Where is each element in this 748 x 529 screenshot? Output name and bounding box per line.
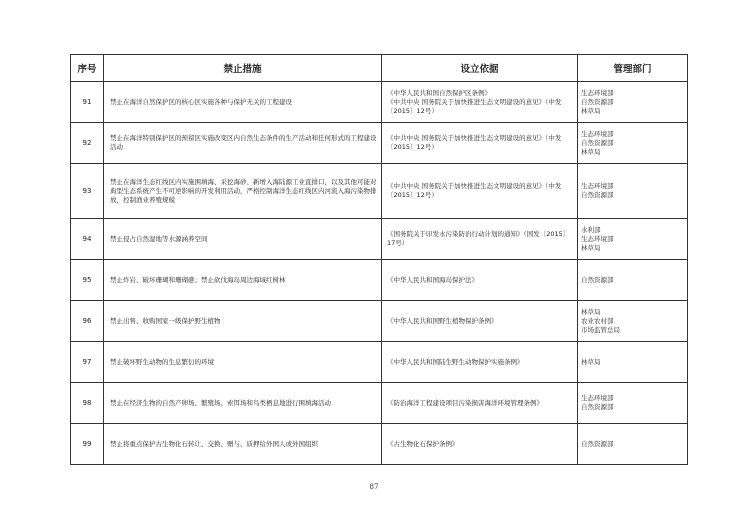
table-header-row bbox=[71, 55, 688, 82]
header-no: 序号 bbox=[71, 55, 104, 82]
managing-department: 林草局 bbox=[578, 342, 688, 383]
row-number: 98 bbox=[71, 383, 104, 424]
row-number: 91 bbox=[71, 82, 104, 123]
page-number: 87 bbox=[369, 483, 379, 491]
legal-basis: 《中华人民共和国陆生野生动物保护实施条例》 bbox=[382, 342, 578, 383]
row-number: 96 bbox=[71, 301, 104, 342]
table-row bbox=[71, 82, 688, 123]
row-number: 94 bbox=[71, 219, 104, 260]
table-row bbox=[71, 301, 688, 342]
header-dept: 管理部门 bbox=[578, 55, 688, 82]
managing-department: 水利部 生态环境部 林草局 bbox=[578, 219, 688, 260]
table-row bbox=[71, 123, 688, 164]
table-row bbox=[71, 164, 688, 219]
row-number: 93 bbox=[71, 164, 104, 219]
legal-basis: 《中华人民共和国海岛保护法》 bbox=[382, 260, 578, 301]
legal-basis: 《中共中央 国务院关于加快推进生态文明建设的意见》（中发〔2015〕12号） bbox=[382, 123, 578, 164]
row-number: 92 bbox=[71, 123, 104, 164]
managing-department: 生态环境部 自然资源部 bbox=[578, 164, 688, 219]
managing-department: 自然资源部 bbox=[578, 424, 688, 465]
table-row bbox=[71, 424, 688, 465]
managing-department: 林草局 农业农村部 市场监管总局 bbox=[578, 301, 688, 342]
legal-basis: 《中共中央 国务院关于加快推进生态文明建设的意见》（中发〔2015〕12号） bbox=[382, 164, 578, 219]
table-row bbox=[71, 342, 688, 383]
prohibition-measure: 禁止在海洋生态红线区内实施围填海、采挖海砂、新增入海陆源工业直排口，以及其他可能对典型生态系统产生不可逆影响的开发利用活动，严格控制海洋生态红线区内河流入海污染物排放，控制渔业养殖规模 bbox=[104, 164, 382, 219]
prohibition-measure: 禁止炸岩、破坏珊瑚和珊瑚礁；禁止砍伐海岛周边海域红树林 bbox=[104, 260, 382, 301]
prohibition-measure: 禁止将重点保护古生物化石转让、交换、赠与、质押给外国人或外国组织 bbox=[104, 424, 382, 465]
managing-department: 生态环境部 自然资源部 林草局 bbox=[578, 123, 688, 164]
legal-basis: 《古生物化石保护条例》 bbox=[382, 424, 578, 465]
legal-basis: 《中华人民共和国自然保护区条例》 《中共中央 国务院关于加快推进生态文明建设的意见》（中发〔2015〕12号） bbox=[382, 82, 578, 123]
prohibition-measure: 禁止破坏野生动物的生息繁衍的环境 bbox=[104, 342, 382, 383]
table-row bbox=[71, 219, 688, 260]
managing-department: 自然资源部 bbox=[578, 260, 688, 301]
legal-basis: 《国务院关于印发水污染防治行动计划的通知》（国发〔2015〕17号） bbox=[382, 219, 578, 260]
row-number: 97 bbox=[71, 342, 104, 383]
managing-department: 生态环境部 自然资源部 bbox=[578, 383, 688, 424]
prohibition-measure: 禁止在海洋特别保护区的预留区实施改变区内自然生态条件的生产活动和任何形式的工程建设活动 bbox=[104, 123, 382, 164]
managing-department: 生态环境部 自然资源部 林草局 bbox=[578, 82, 688, 123]
regulation-table bbox=[70, 54, 688, 465]
table-row bbox=[71, 383, 688, 424]
legal-basis: 《防治海洋工程建设项目污染损害海洋环境管理条例》 bbox=[382, 383, 578, 424]
table-row bbox=[71, 260, 688, 301]
prohibition-measure: 禁止侵占自然湿地等水源涵养空间 bbox=[104, 219, 382, 260]
prohibition-measure: 禁止出售、收购国家一级保护野生植物 bbox=[104, 301, 382, 342]
row-number: 95 bbox=[71, 260, 104, 301]
prohibition-measure: 禁止在经济生物的自然产卵场、繁殖场、索饵场和鸟类栖息地进行围填海活动 bbox=[104, 383, 382, 424]
header-measure: 禁止措施 bbox=[104, 55, 382, 82]
header-basis: 设立依据 bbox=[382, 55, 578, 82]
legal-basis: 《中华人民共和国野生植物保护条例》 bbox=[382, 301, 578, 342]
prohibition-measure: 禁止在海洋自然保护区的核心区实施各种与保护无关的工程建设 bbox=[104, 82, 382, 123]
row-number: 99 bbox=[71, 424, 104, 465]
